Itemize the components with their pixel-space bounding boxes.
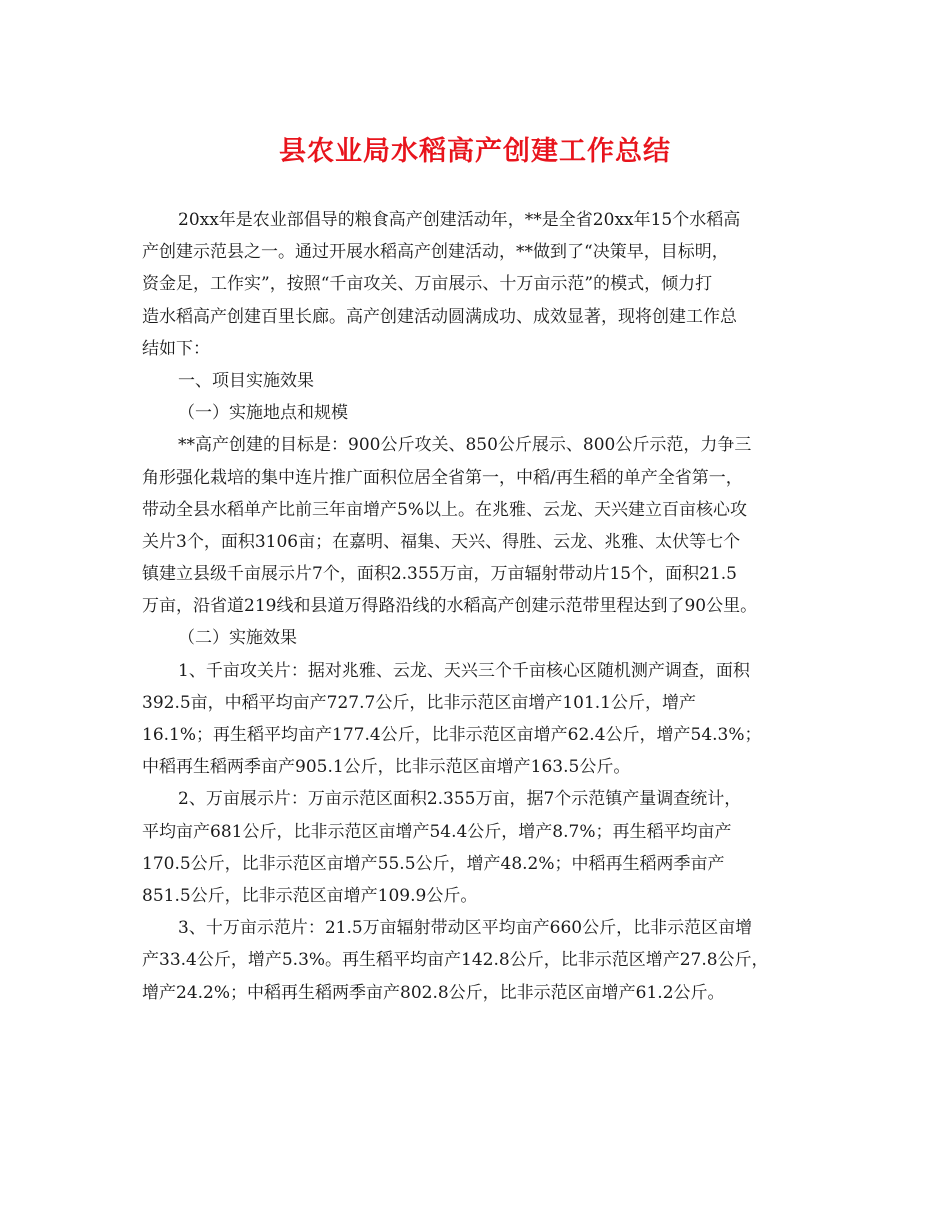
text-line: 2、万亩展示片：万亩示范区面积2.355万亩，据7个示范镇产量调查统计， bbox=[178, 789, 742, 810]
text-line: 3、十万亩示范片：21.5万亩辐射带动区平均亩产660公斤，比非示范区亩增 bbox=[178, 918, 753, 939]
text-line: 392.5亩，中稻平均亩产727.7公斤，比非示范区亩增产101.1公斤，增产 bbox=[142, 692, 697, 713]
text-line: 关片3个，面积3106亩；在嘉明、福集、天兴、得胜、云龙、兆雅、太伏等七个 bbox=[142, 531, 741, 552]
text-line: 镇建立县级千亩展示片7个，面积2.355万亩，万亩辐射带动片15个，面积21.5 bbox=[142, 564, 737, 585]
text-line: （一）实施地点和规模 bbox=[178, 403, 348, 424]
text-line: 资金足，工作实”，按照“千亩攻关、万亩展示、十万亩示范”的模式，倾力打 bbox=[142, 274, 713, 295]
text-line: 结如下： bbox=[142, 338, 210, 359]
text-line: 20xx年是农业部倡导的粮食高产创建活动年，**是全省20xx年15个水稻高 bbox=[178, 210, 741, 230]
text-line: 16.1%；再生稻平均亩产177.4公斤，比非示范区亩增产62.4公斤，增产54.3%； bbox=[142, 725, 762, 745]
text-line: 带动全县水稻单产比前三年亩增产5%以上。在兆雅、云龙、天兴建立百亩核心攻 bbox=[142, 499, 747, 520]
text-line: **高产创建的目标是：900公斤攻关、850公斤展示、800公斤示范，力争三 bbox=[178, 435, 752, 456]
document-body bbox=[142, 204, 818, 1009]
text-line: 角形强化栽培的集中连片推广面积位居全省第一，中稻/再生稻的单产全省第一， bbox=[142, 467, 743, 488]
text-line: 增产24.2%；中稻再生稻两季亩产802.8公斤，比非示范区亩增产61.2公斤。 bbox=[142, 982, 725, 1003]
text-line: 中稻再生稻两季亩产905.1公斤，比非示范区亩增产163.5公斤。 bbox=[142, 757, 631, 778]
text-line: 万亩，沿省道219线和县道万得路沿线的水稻高产创建示范带里程达到了90公里。 bbox=[142, 596, 758, 617]
text-line: 1、千亩攻关片：据对兆雅、云龙、天兴三个千亩核心区随机测产调查，面积 bbox=[178, 660, 750, 681]
text-line: 产33.4公斤，增产5.3%。再生稻平均亩产142.8公斤，比非示范区增产27.8公斤， bbox=[142, 950, 769, 971]
text-line: （二）实施效果 bbox=[178, 628, 297, 649]
text-line: 851.5公斤，比非示范区亩增产109.9公斤。 bbox=[142, 885, 478, 906]
document-title: 县农业局水稻高产创建工作总结 bbox=[279, 136, 671, 167]
text-line: 一、项目实施效果 bbox=[178, 370, 314, 391]
text-line: 170.5公斤，比非示范区亩增产55.5公斤，增产48.2%；中稻再生稻两季亩产 bbox=[142, 853, 725, 874]
text-line: 平均亩产681公斤，比非示范区亩增产54.4公斤，增产8.7%；再生稻平均亩产 bbox=[142, 821, 732, 842]
text-line: 产创建示范县之一。通过开展水稻高产创建活动，**做到了“决策早，目标明， bbox=[142, 242, 729, 263]
text-line: 造水稻高产创建百里长廊。高产创建活动圆满成功、成效显著，现将创建工作总 bbox=[142, 306, 737, 327]
